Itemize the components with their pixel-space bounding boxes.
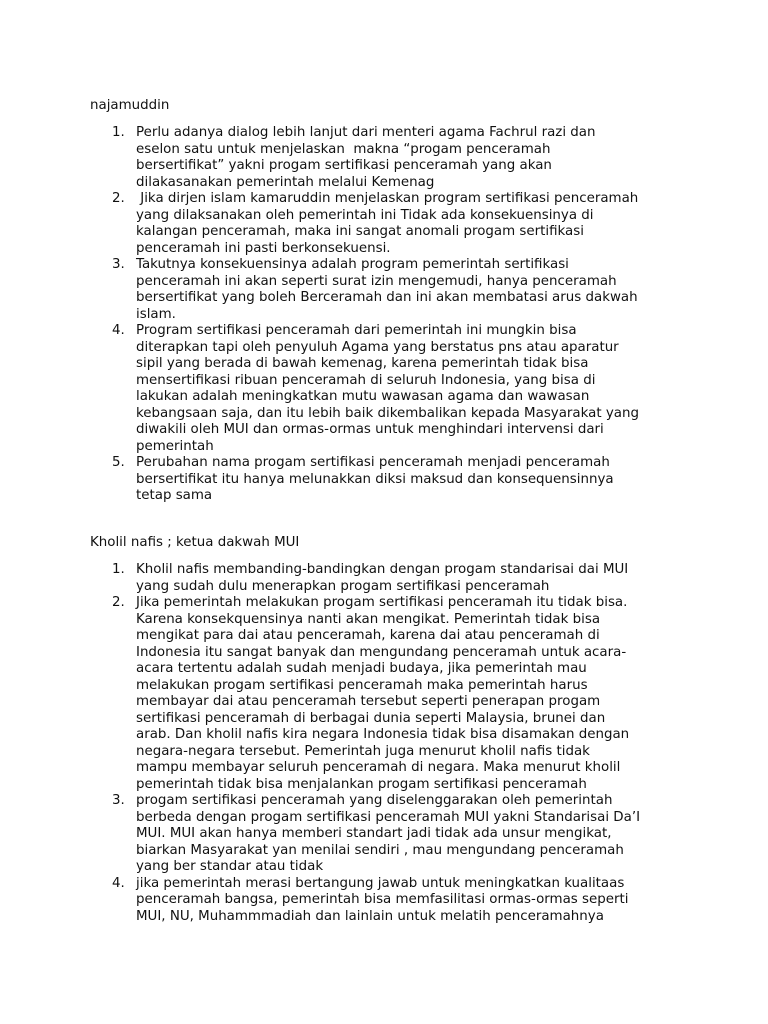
text-line: dilakasanakan pemerintah melalui Kemenag <box>136 174 435 190</box>
numbered-list <box>0 562 768 925</box>
text-line: mensertifikasi ribuan penceramah di seluruh Indonesia, yang bisa di <box>136 372 596 388</box>
text-line: arab. Dan kholil nafis kira negara Indonesia tidak bisa disamakan dengan <box>136 727 630 742</box>
text-line: penceramah ini akan seperti surat izin mengemudi, hanya penceramah <box>136 273 617 289</box>
text-line: membayar dai atau penceramah tersebut seperti penerapan progam <box>136 694 601 709</box>
list-number: 4. <box>112 323 125 338</box>
text-line: penceramah bangsa, pemerintah bisa memfasilitasi ormas-ormas seperti <box>136 892 629 907</box>
text-line: islam. <box>136 306 176 322</box>
text-line: Karena konsekquensinya nanti akan mengikat. Pemerintah tidak bisa <box>136 611 601 627</box>
section-heading: Kholil nafis ; ketua dakwah MUI <box>90 535 300 550</box>
text-line: penceramah ini pasti berkonsekuensi. <box>136 240 391 256</box>
text-line: yang sudah dulu menerapkan progam sertifikasi penceramah <box>136 578 550 594</box>
text-line: berbeda dengan progam sertifikasi penceramah MUI yakni Standarisai Da’I <box>136 809 641 825</box>
list-item <box>0 562 656 595</box>
text-line: Jika dirjen islam kamaruddin menjelaskan program sertifikasi penceramah <box>136 191 639 206</box>
text-line: MUI. MUI akan hanya memberi standart jadi tidak ada unsur mengikat, <box>136 826 612 841</box>
list-number: 1. <box>112 562 125 577</box>
list-item <box>0 191 656 257</box>
list-number: 3. <box>112 257 125 272</box>
text-line: pemerintah <box>136 438 214 454</box>
text-line: jika pemerintah merasi bertangung jawab untuk meningkatkan kualitaas <box>136 875 625 891</box>
text-line: bersertifikat itu hanya melunakkan diksi maksud dan konsequensinnya <box>136 471 614 487</box>
list-number: 4. <box>112 875 125 891</box>
text-line: lakukan adalah meningkatkan mutu wawasan agama dan wawasan <box>136 389 590 404</box>
list-item <box>0 323 656 455</box>
numbered-list <box>0 125 768 505</box>
list-item <box>0 455 656 505</box>
text-line: melakukan progam sertifikasi penceramah maka pemerintah harus <box>136 677 588 693</box>
list-item <box>0 793 656 876</box>
section-heading: najamuddin <box>90 98 170 113</box>
list-item <box>0 125 656 191</box>
text-line: yang ber standar atau tidak <box>136 859 324 874</box>
text-line: eselon satu untuk menjelaskan makna “progam penceramah <box>136 141 551 157</box>
text-line: kalangan penceramah, maka ini sangat anomali progam sertifikasi <box>136 224 584 239</box>
text-line: tetap sama <box>136 488 213 503</box>
list-number: 2. <box>112 191 125 206</box>
list-number: 3. <box>112 793 125 808</box>
text-line: bersertifikat yang boleh Berceramah dan ini akan membatasi arus dakwah <box>136 290 638 305</box>
text-line: Jika pemerintah melakukan progam sertifikasi penceramah itu tidak bisa. <box>136 595 628 610</box>
text-line: negara-negara tersebut. Pemerintah juga menurut kholil nafis tidak <box>136 743 590 759</box>
text-line: diterapkan tapi oleh penyuluh Agama yang berstatus pns atau aparatur <box>136 339 619 355</box>
text-line: sipil yang berada di bawah kemenag, karena pemerintah tidak bisa <box>136 356 589 371</box>
list-number: 1. <box>112 125 125 140</box>
list-item <box>0 257 656 323</box>
text-line: bersertifikat” yakni progam sertifikasi penceramah yang akan <box>136 158 552 173</box>
list-number: 2. <box>112 595 125 610</box>
text-line: sertifikasi penceramah di berbagai dunia seperti Malaysia, brunei dan <box>136 710 606 726</box>
text-line: Kholil nafis membanding-bandingkan dengan progam standarisai dai MUI <box>136 562 629 577</box>
text-line: Perlu adanya dialog lebih lanjut dari menteri agama Fachrul razi dan <box>136 125 596 140</box>
text-line: biarkan Masyarakat yan menilai sendiri , mau mengundang penceramah <box>136 842 624 858</box>
text-line: mampu membayar seluruh penceramah di negara. Maka menurut kholil <box>136 760 621 775</box>
list-item <box>0 595 656 793</box>
text-line: progam sertifikasi penceramah yang diselenggarakan oleh pemerintah <box>136 793 613 808</box>
text-line: Program sertifikasi penceramah dari pemerintah ini mungkin bisa <box>136 323 577 338</box>
list-item <box>0 876 656 926</box>
text-line: MUI, NU, Muhammmadiah dan lainlain untuk melatih penceramahnya <box>136 908 604 924</box>
text-line: kebangsaan saja, dan itu lebih baik dikembalikan kepada Masyarakat yang <box>136 405 639 421</box>
text-line: Indonesia itu sangat banyak dan mengundang penceramah untuk acara- <box>136 644 627 660</box>
text-line: pemerintah tidak bisa menjalankan progam sertifikasi penceramah <box>136 776 587 792</box>
list-number: 5. <box>112 455 125 470</box>
text-line: yang dilaksanakan oleh pemerintah ini Tidak ada konsekuensinya di <box>136 207 594 223</box>
text-line: diwakili oleh MUI dan ormas-ormas untuk menghindari intervensi dari <box>136 422 604 437</box>
text-line: mengikat para dai atau penceramah, karena dai atau penceramah di <box>136 628 600 643</box>
text-line: acara tertentu adalah sudah menjadi budaya, jika pemerintah mau <box>136 661 587 676</box>
text-line: Takutnya konsekuensinya adalah program pemerintah sertifikasi <box>136 257 569 272</box>
text-line: Perubahan nama progam sertifikasi penceramah menjadi penceramah <box>136 455 610 470</box>
